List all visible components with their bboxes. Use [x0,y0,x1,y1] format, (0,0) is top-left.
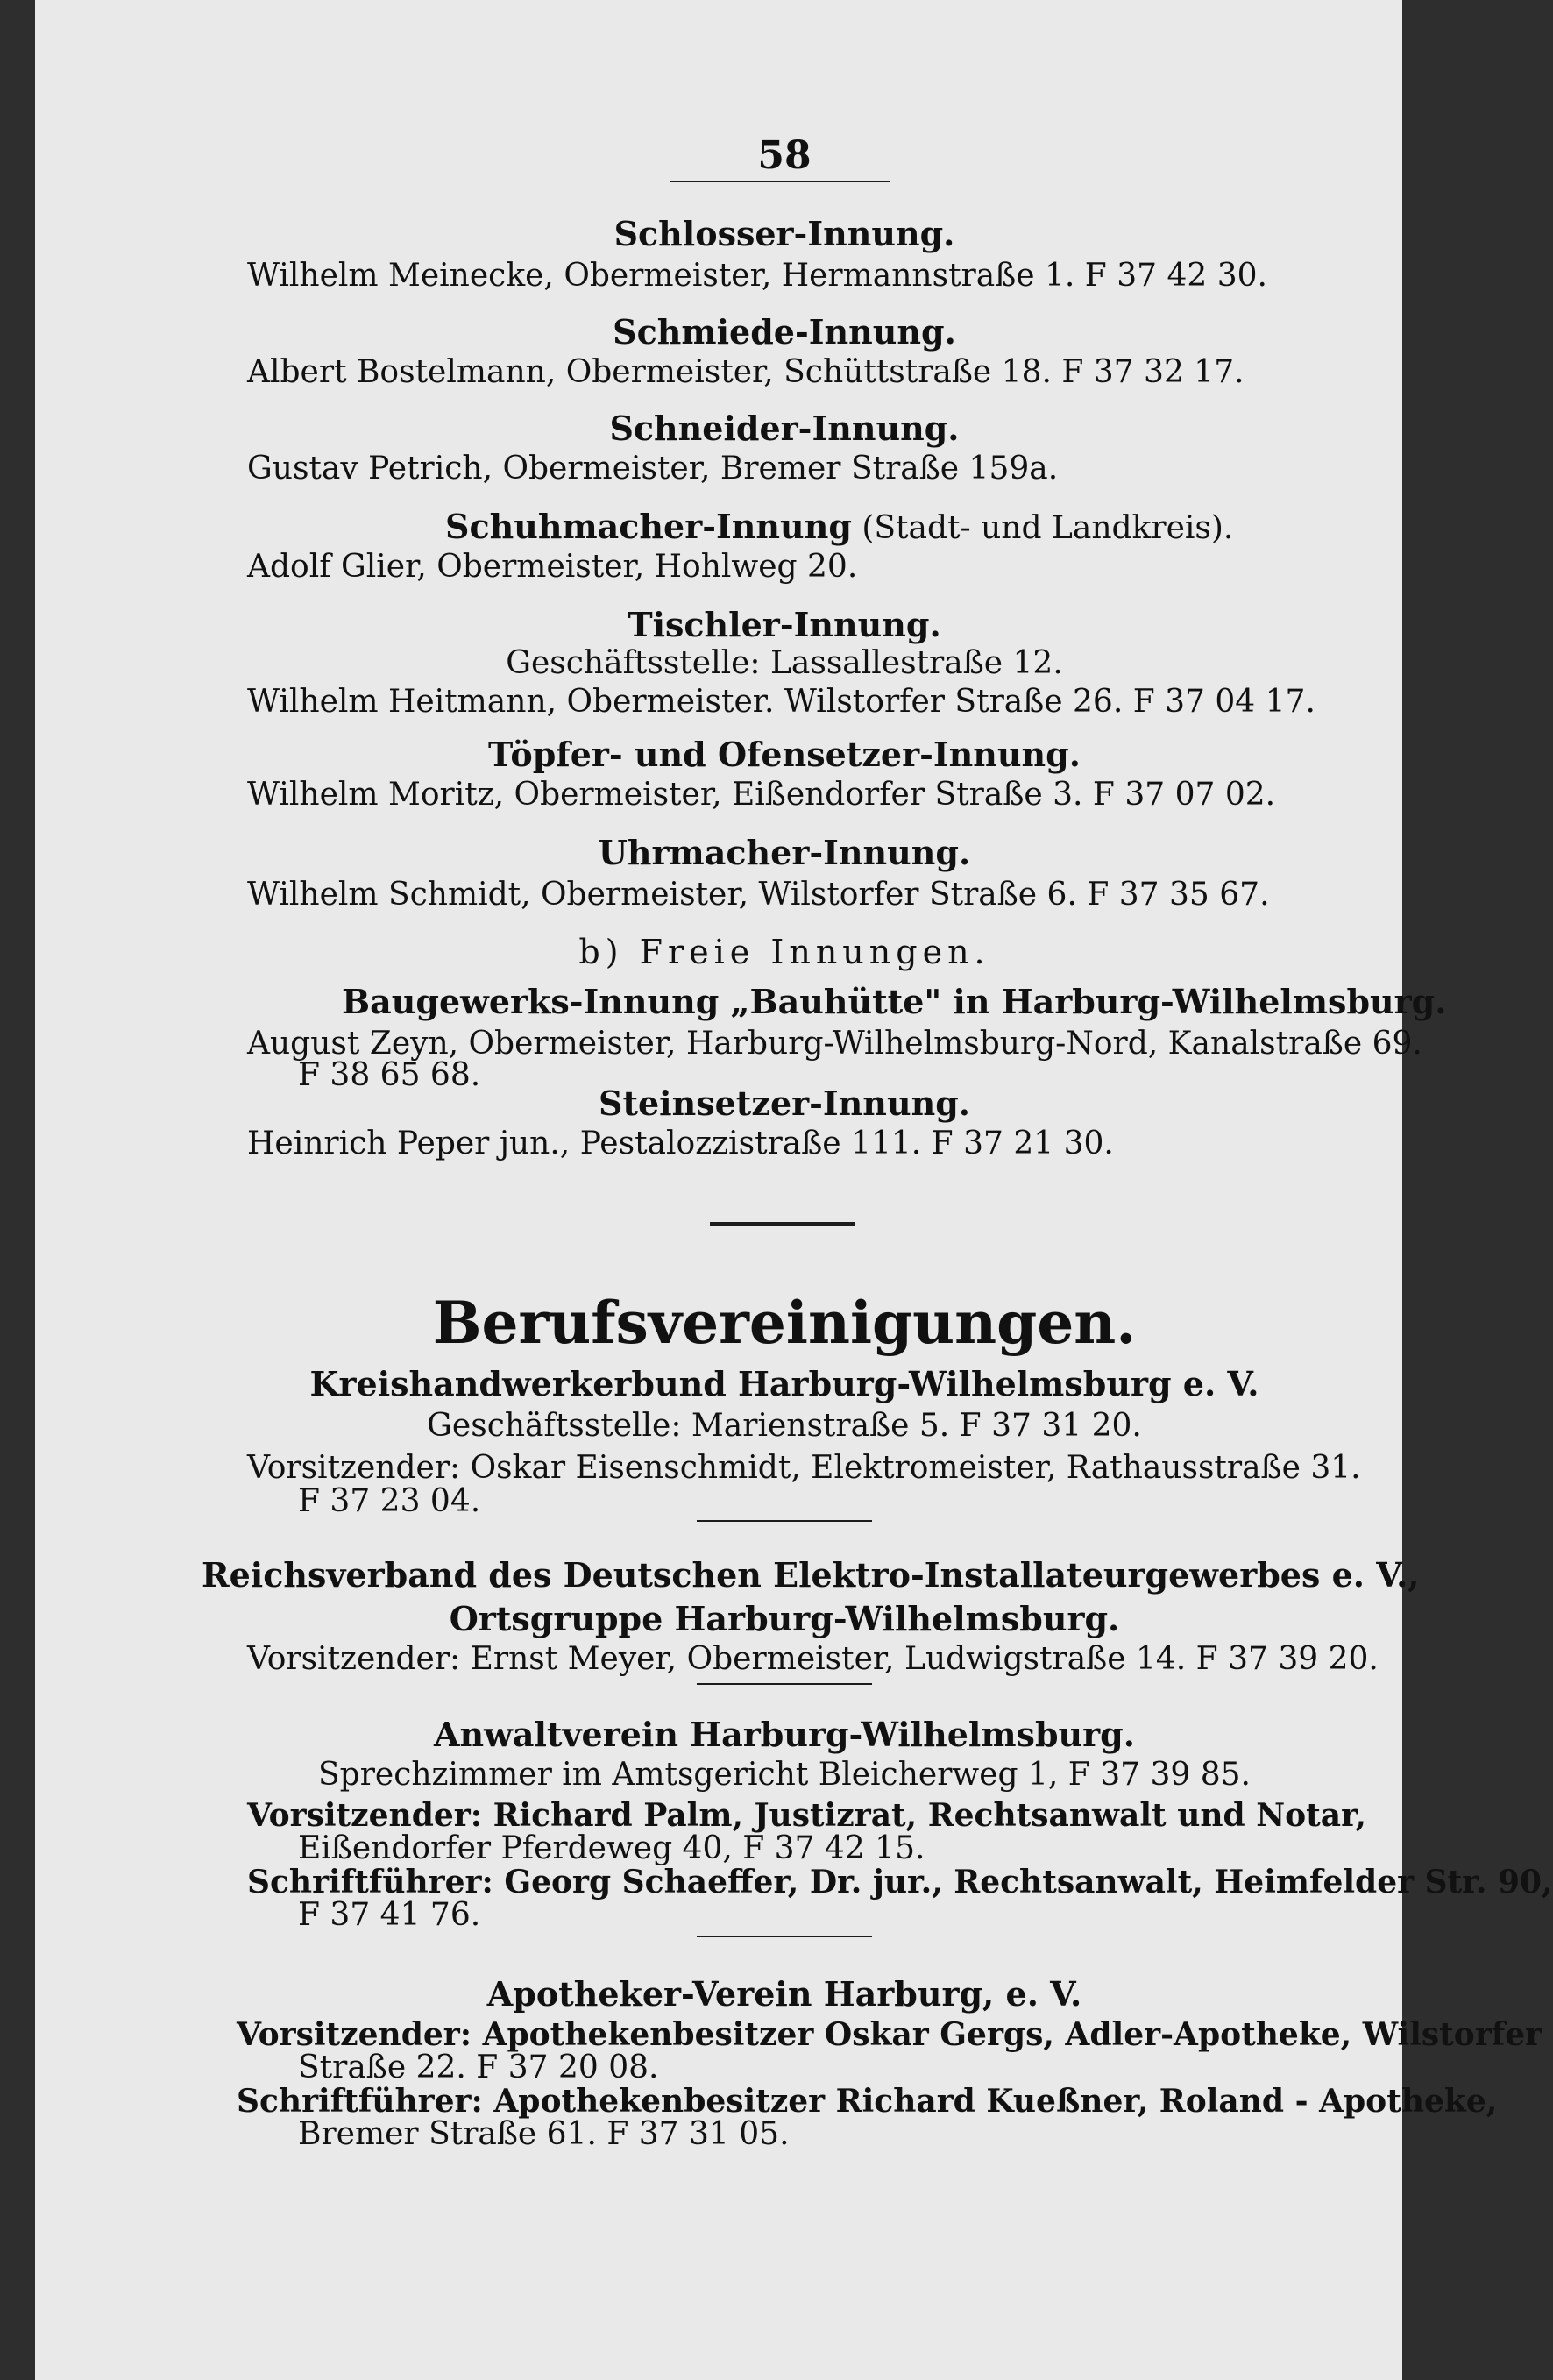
entry-line: Gustav Petrich, Obermeister, Bremer Straße 159a. [247,451,1059,487]
entry-line: Bremer Straße 61. F 37 31 05. [298,2116,790,2152]
entry-line: Adolf Glier, Obermeister, Hohlweg 20. [247,549,858,585]
section-heading: Kreishandwerkerbund Harburg-Wilhelmsburg e. V. [309,1364,1259,1403]
main-title: Berufsvereinigungen. [432,1289,1137,1357]
section-heading [445,507,1233,546]
entry-line: Wilhelm Heitmann, Obermeister. Wilstorfer Straße 26. F 37 04 17. [247,684,1315,720]
entry-line: Geschäftsstelle: Marienstraße 5. F 37 31 20. [427,1408,1142,1444]
section-heading: Anwaltverein Harburg-Wilhelmsburg. [434,1715,1135,1754]
page-number: 58 [757,133,812,178]
heading-suffix: (Stadt- und Landkreis). [851,510,1234,546]
entry-line: F 38 65 68. [298,1057,481,1093]
entry-line: Schriftführer: Apothekenbesitzer Richard Kueßner, Roland - Apotheke, [237,2083,1498,2120]
entry-line: Albert Bostelmann, Obermeister, Schüttstraße 18. F 37 32 17. [247,354,1245,390]
entry-line: Sprechzimmer im Amtsgericht Bleicherweg 1, F 37 39 85. [317,1757,1251,1793]
entry-line: August Zeyn, Obermeister, Harburg-Wilhelmsburg-Nord, Kanalstraße 69. [247,1026,1422,1062]
section-heading: Töpfer- und Ofensetzer-Innung. [488,735,1081,774]
section-heading: Uhrmacher-Innung. [598,833,971,872]
entry-line: Wilhelm Schmidt, Obermeister, Wilstorfer Straße 6. F 37 35 67. [247,877,1270,913]
entry-line: Geschäftsstelle: Lassallestraße 12. [506,645,1063,681]
short-rule [697,1936,872,1937]
section-heading: Apotheker-Verein Harburg, e. V. [486,1974,1082,2014]
section-heading: Schlosser-Innung. [613,214,955,253]
entry-line: Vorsitzender: Oskar Eisenschmidt, Elektromeister, Rathausstraße 31. [247,1450,1361,1486]
heading-bold: Schuhmacher-Innung [445,507,852,546]
entry-line: Eißendorfer Pferdeweg 40, F 37 42 15. [298,1830,925,1866]
entry-line: Vorsitzender: Apothekenbesitzer Oskar Gergs, Adler-Apotheke, Wilstorfer [237,2016,1542,2053]
subheading-freie-innungen: b) Freie Innungen. [578,933,990,971]
entry-line: F 37 23 04. [298,1483,481,1519]
entry-line: Wilhelm Meinecke, Obermeister, Hermannstraße 1. F 37 42 30. [247,258,1267,294]
section-heading: Schneider-Innung. [609,409,960,448]
entry-line: Schriftführer: Georg Schaeffer, Dr. jur., Rechtsanwalt, Heimfelder Str. 90, [247,1864,1553,1900]
entry-line: Heinrich Peper jun., Pestalozzistraße 111. F 37 21 30. [247,1126,1114,1162]
section-divider [710,1222,855,1226]
entry-line: Straße 22. F 37 20 08. [298,2050,659,2085]
document-page [35,0,1553,2380]
section-heading: Steinsetzer-Innung. [599,1083,970,1123]
entry-line: Vorsitzender: Richard Palm, Justizrat, Rechtsanwalt und Notar, [247,1797,1366,1834]
short-rule [697,1520,872,1522]
section-heading: Tischler-Innung. [628,605,941,644]
entry-line: F 37 41 76. [298,1897,481,1933]
page-number-rule [670,181,890,182]
section-heading-line2: Ortsgruppe Harburg-Wilhelmsburg. [449,1599,1120,1638]
entry-line: Vorsitzender: Ernst Meyer, Obermeister, Ludwigstraße 14. F 37 39 20. [247,1641,1379,1677]
short-rule [697,1683,872,1685]
section-heading: Reichsverband des Deutschen Elektro-Installateurgewerbes e. V., [202,1555,1420,1595]
section-heading: Baugewerks-Innung „Bauhütte" in Harburg-Wilhelmsburg. [342,982,1447,1021]
entry-line: Wilhelm Moritz, Obermeister, Eißendorfer Straße 3. F 37 07 02. [247,777,1276,813]
section-heading: Schmiede-Innung. [613,312,956,352]
